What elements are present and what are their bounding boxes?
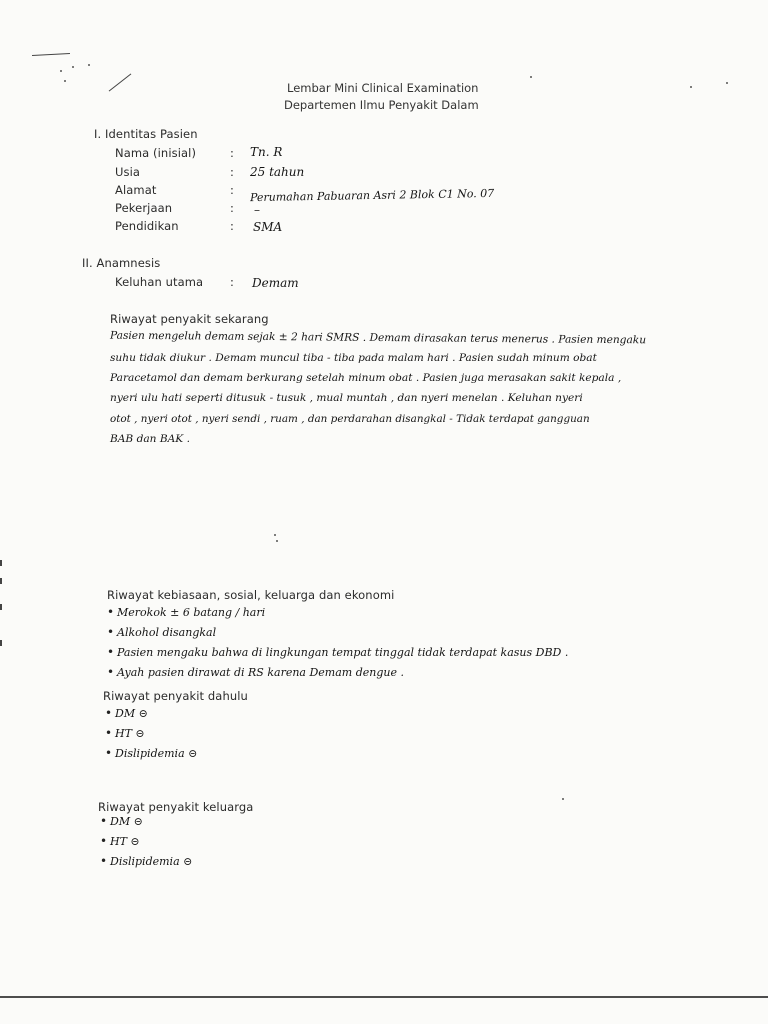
field-value-nama: Tn. R <box>250 145 283 159</box>
identitas-heading: I. Identitas Pasien <box>94 127 198 141</box>
field-value-usia: 25 tahun <box>250 165 305 179</box>
field-label-usia: Usia <box>115 165 141 179</box>
list-item: • DM ⊝ <box>105 707 197 727</box>
scan-speck <box>274 534 276 536</box>
keluhan-value: Demam <box>252 276 299 290</box>
rpd-list <box>105 707 197 767</box>
field-value-pendidikan: SMA <box>253 220 283 234</box>
list-item: • HT ⊝ <box>105 727 197 747</box>
rpd-heading: Riwayat penyakit dahulu <box>103 689 248 703</box>
scan-mark <box>32 53 70 56</box>
scan-speck <box>64 80 66 82</box>
list-item: • Merokok ± 6 batang / hari <box>107 606 568 626</box>
list-item: • HT ⊝ <box>100 835 192 855</box>
rps-line: Pasien mengeluh demam sejak ± 2 hari SMRS . Demam dirasakan terus menerus . Pasien mengaku <box>109 329 647 347</box>
keluhan-label: Keluhan utama <box>115 275 204 289</box>
colon: : <box>230 219 234 233</box>
field-label-pendidikan: Pendidikan <box>115 219 179 233</box>
rps-line: Paracetamol dan demam berkurang setelah minum obat . Pasien juga merasakan sakit kepala , <box>110 372 622 384</box>
kebiasaan-heading: Riwayat kebiasaan, sosial, keluarga dan ekonomi <box>107 588 395 602</box>
colon: : <box>230 146 234 160</box>
department-title: Departemen Ilmu Penyakit Dalam <box>284 98 479 112</box>
field-label-nama: Nama (inisial) <box>115 146 197 160</box>
rps-line: nyeri ulu hati seperti ditusuk - tusuk , mual muntah , dan nyeri menelan . Keluhan nyeri <box>110 392 583 404</box>
field-label-pekerjaan: Pekerjaan <box>115 201 173 215</box>
list-item: • Ayah pasien dirawat di RS karena Demam dengue . <box>107 666 568 686</box>
anamnesis-heading: II. Anamnesis <box>82 256 161 270</box>
colon: : <box>230 165 234 179</box>
colon: : <box>230 201 234 215</box>
page-edge-line <box>0 996 768 998</box>
rpk-heading: Riwayat penyakit keluarga <box>98 800 254 814</box>
rps-line: BAB dan BAK . <box>110 433 190 445</box>
rpk-list <box>100 815 192 875</box>
list-item: • Alkohol disangkal <box>107 626 568 646</box>
list-item: • Dislipidemia ⊝ <box>105 747 197 767</box>
rps-line: otot , nyeri otot , nyeri sendi , ruam , dan perdarahan disangkal - Tidak terdapat gangguan <box>110 413 590 425</box>
list-item: • DM ⊝ <box>100 815 192 835</box>
form-title: Lembar Mini Clinical Examination <box>287 81 479 95</box>
kebiasaan-list <box>107 606 568 686</box>
scan-speck <box>690 86 692 88</box>
rps-line: suhu tidak diukur . Demam muncul tiba - tiba pada malam hari . Pasien sudah minum obat <box>110 352 597 364</box>
rps-heading: Riwayat penyakit sekarang <box>110 312 269 326</box>
scan-speck <box>72 66 74 68</box>
scan-speck <box>60 70 62 72</box>
field-label-alamat: Alamat <box>115 183 157 197</box>
scan-speck <box>726 82 728 84</box>
scan-speck <box>276 540 278 542</box>
list-item: • Pasien mengaku bahwa di lingkungan tempat tinggal tidak terdapat kasus DBD . <box>107 646 568 666</box>
colon: : <box>230 275 234 289</box>
scan-speck <box>562 798 564 800</box>
field-value-alamat: Perumahan Pabuaran Asri 2 Blok C1 No. 07 <box>249 186 495 205</box>
colon: : <box>230 183 234 197</box>
scan-speck <box>88 64 90 66</box>
field-value-pekerjaan: – <box>254 203 260 217</box>
scan-speck <box>530 76 532 78</box>
list-item: • Dislipidemia ⊝ <box>100 855 192 875</box>
scan-mark <box>109 73 132 91</box>
